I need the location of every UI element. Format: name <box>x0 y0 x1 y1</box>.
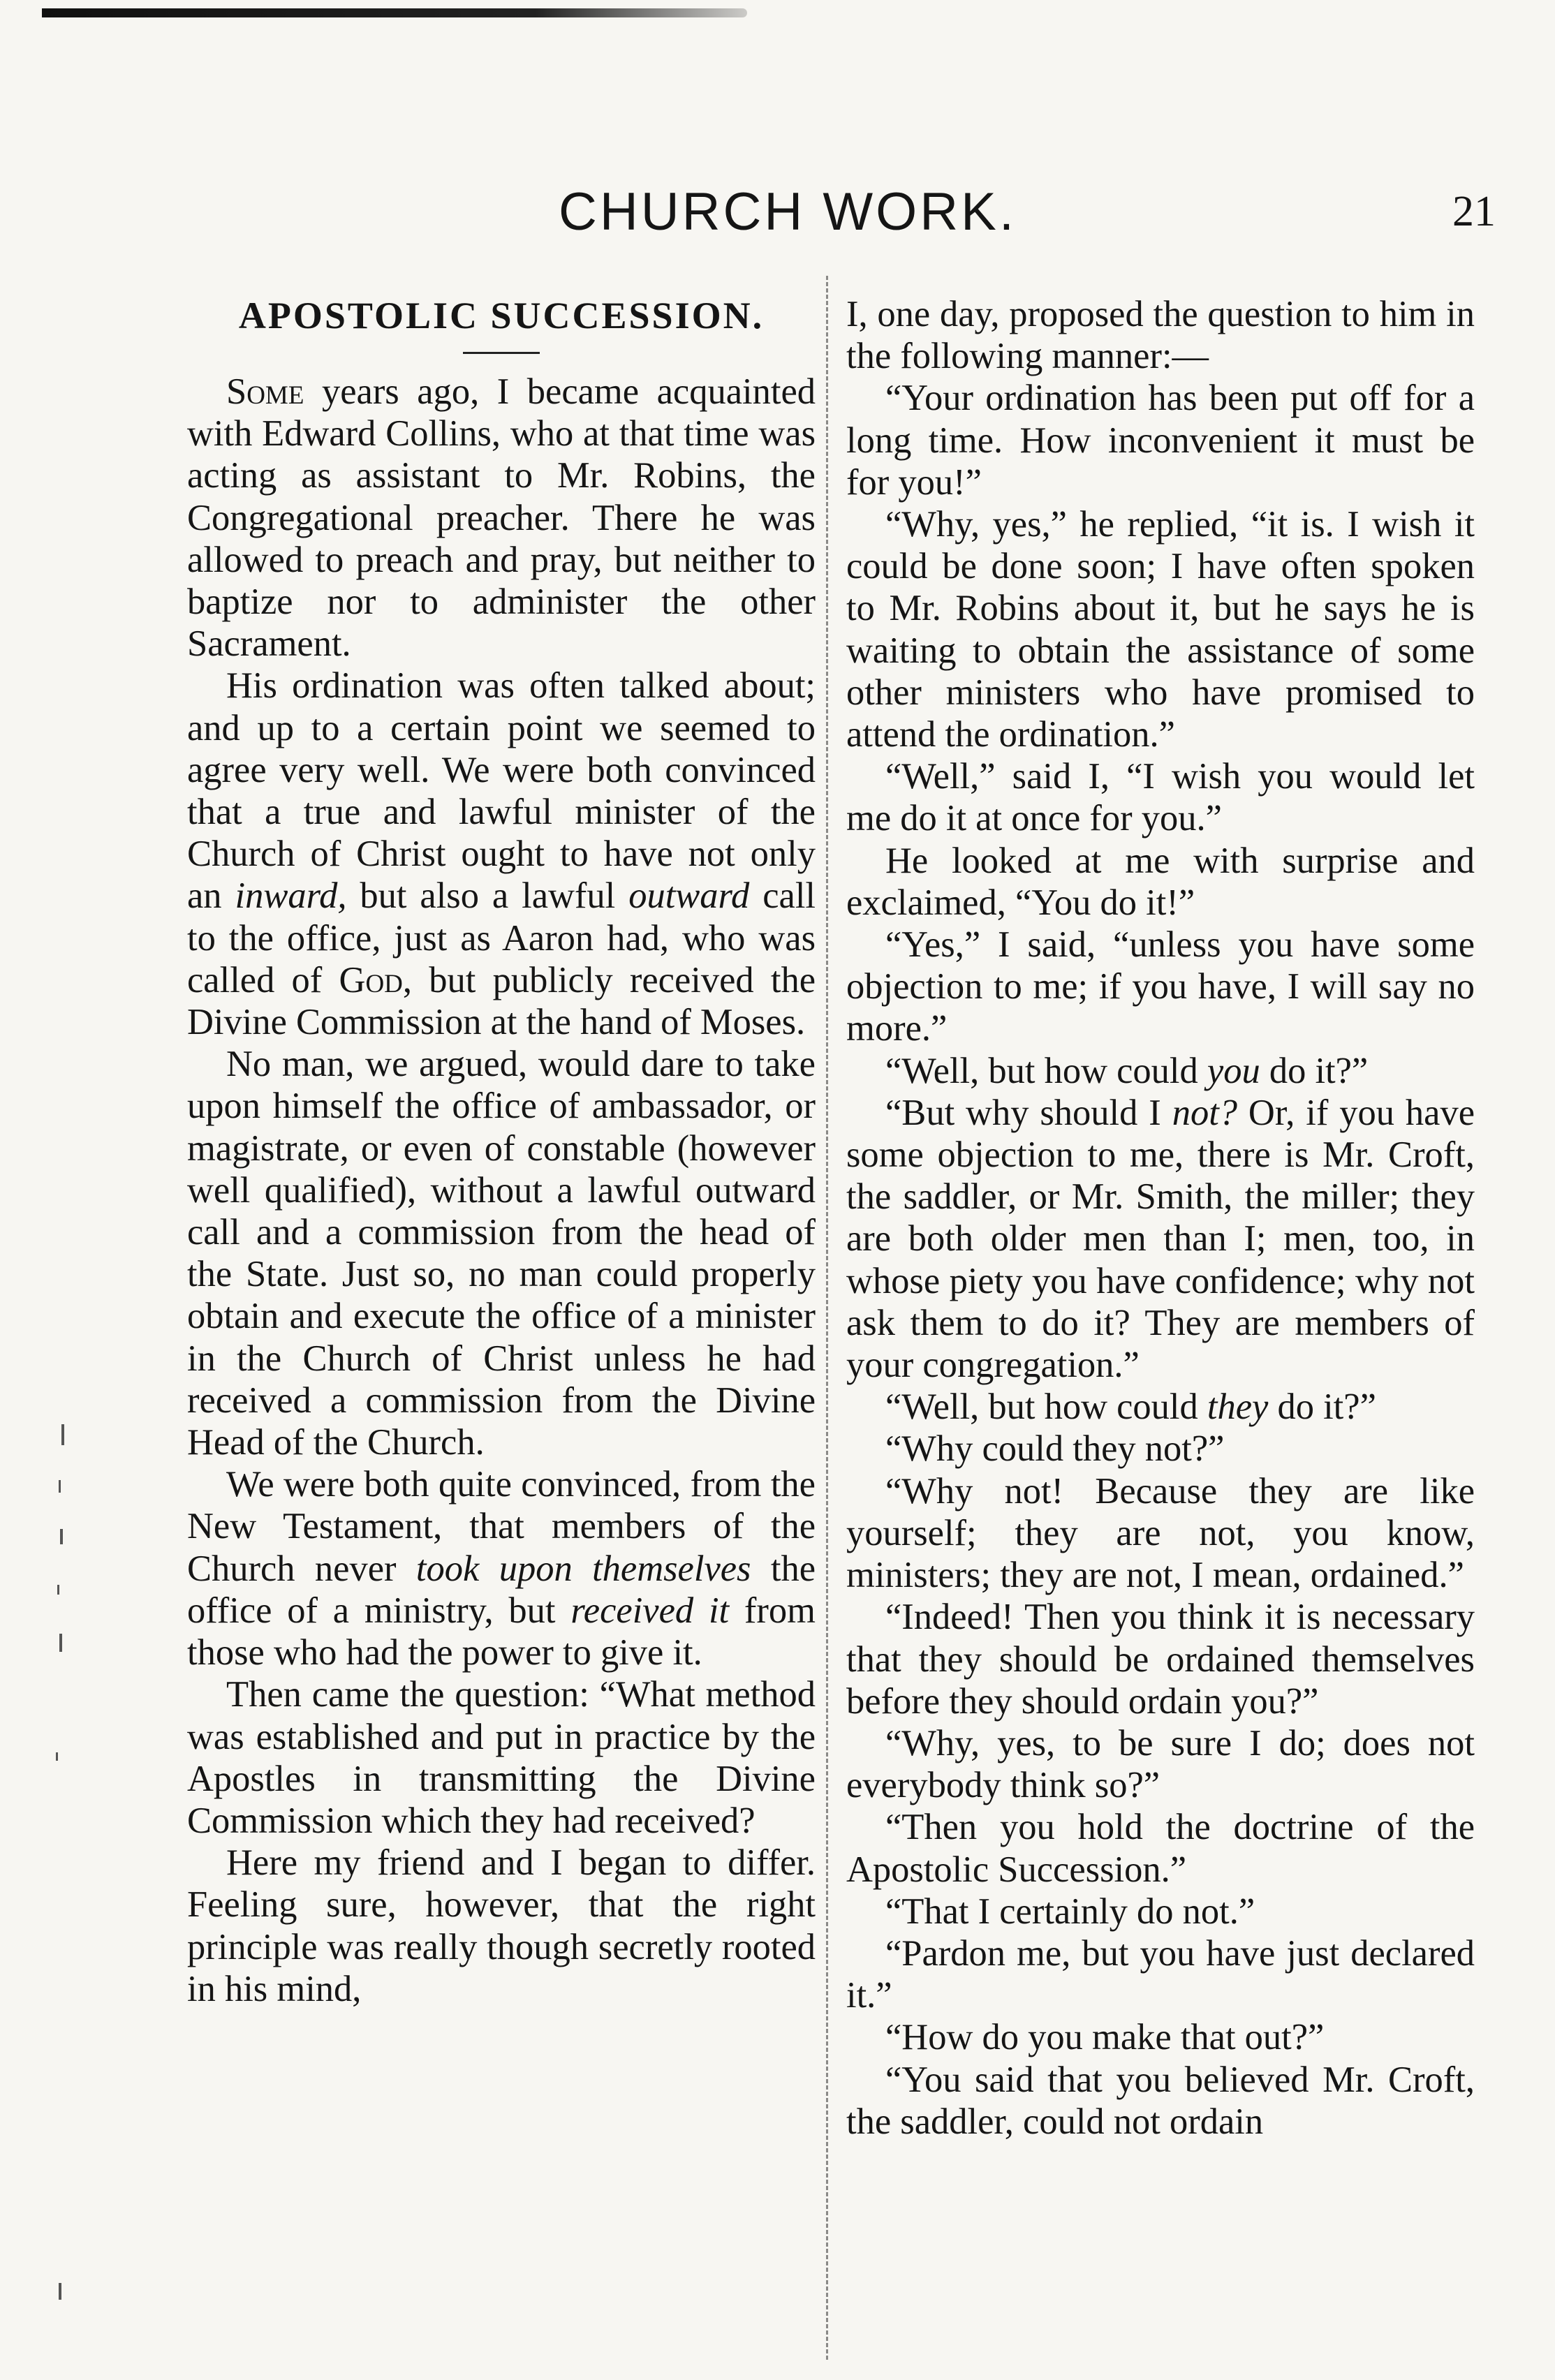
paragraph-text: , but publicly received the Divine Commission at the hand of Moses. <box>187 959 816 1043</box>
right-column <box>846 293 1475 2143</box>
paragraph: He looked at me with surprise and exclaimed, “You do it!” <box>846 840 1475 923</box>
running-title: CHURCH WORK. <box>559 182 1017 242</box>
paragraph-text: His ordination was often talked about; and up to a certain point we seemed to agree very well. We were both convinced that a true and lawful minister of the Church of Christ ought to have not only an <box>187 665 816 917</box>
paragraph-text: We were both quite convinced, from the New Testament, that members of the Church never <box>187 1464 816 1589</box>
paragraph-text: Or, if you have some objection to me, there is Mr. Croft, the saddler, or Mr. Smith, the miller; they are both older men than I; men, too, in whose piety you have confidence; why not ask them to do it? They are members of your congregation.” <box>846 1092 1475 1386</box>
paragraph: “You said that you believed Mr. Croft, the saddler, could not ordain <box>846 2059 1475 2142</box>
paragraph: “Why not! Because they are like yourself; they are not, you know, ministers; they are not, I mean, ordained.” <box>846 1470 1475 1596</box>
paragraph <box>187 371 816 665</box>
emphasis: they <box>1207 1387 1269 1428</box>
paragraph: “Pardon me, but you have just declared it.” <box>846 1932 1475 2016</box>
article-title: APOSTOLIC SUCCESSION. <box>238 295 765 337</box>
page-header <box>0 182 1555 258</box>
paragraph: Here my friend and I began to differ. Feeling sure, however, that the right principle was really though secretly rooted in his mind, <box>187 1842 816 2009</box>
column-divider <box>826 276 828 2360</box>
emphasis: inward, <box>235 875 347 917</box>
left-column <box>187 293 816 2010</box>
paragraph-text: but also a lawful <box>346 875 629 917</box>
paragraph-text: the office of a ministry, but <box>187 1548 816 1631</box>
paragraph-text: from those who had the power to give it. <box>187 1590 816 1673</box>
scan-edge-mark <box>42 8 747 17</box>
title-rule <box>463 352 540 354</box>
paragraph-text: do it?” <box>1268 1387 1376 1428</box>
paragraph: “That I certainly do not.” <box>885 1891 1255 1932</box>
paragraph: I, one day, proposed the question to him in the following manner:— <box>846 294 1475 377</box>
paragraph: Then came the question: “What method was established and put in practice by the Apostles in transmitting the Divine Commission which they had received? <box>187 1674 816 1841</box>
paragraph: No man, we argued, would dare to take upon himself the office of ambassador, or magistrate, or even of constable (however well qualified), without a lawful outward call and a commission from the head of the State. Just so, no man could properly obtain and execute the office of a minister in the Church of Christ unless he had received a commission from the Divine Head of the Church. <box>187 1044 816 1463</box>
paragraph-text: “But why should I <box>885 1092 1172 1133</box>
paragraph-text: do it?” <box>1260 1050 1369 1091</box>
paragraph-text: “Well, but how could <box>885 1050 1207 1091</box>
paragraph-text: years ago, I became acquainted with Edward Collins, who at that time was acting as assistant to Mr. Robins, the Congregational preacher. There he was allowed to preach and pray, but neither to baptize nor to administer the other Sacrament. <box>187 371 816 665</box>
emphasis: outward <box>628 875 750 917</box>
page-number: 21 <box>1452 188 1496 235</box>
emphasis: took upon themselves <box>415 1548 751 1589</box>
paragraph <box>846 1092 1475 1386</box>
paragraph: “Indeed! Then you think it is necessary that they should be ordained themselves before they should ordain you?” <box>846 1597 1475 1722</box>
paragraph: “Why could they not?” <box>885 1428 1225 1470</box>
paragraph: “Why, yes,” he replied, “it is. I wish it could be done soon; I have often spoken to Mr. Robins about it, but he says he is waiting to obtain the assistance of some other ministers who have promised to attend the ordination.” <box>846 504 1475 755</box>
drop-lead-word: Some <box>226 371 304 412</box>
paragraph <box>187 665 816 1043</box>
emphasis: not? <box>1172 1092 1238 1133</box>
paragraph: “Yes,” I said, “unless you have some objection to me; if you have, I will say no more.” <box>846 924 1475 1049</box>
paragraph-text: call to the office, just as Aaron had, who was called of <box>187 875 816 1000</box>
paragraph: “Then you hold the doctrine of the Apostolic Succession.” <box>846 1807 1475 1890</box>
paragraph: “Well,” said I, “I wish you would let me do it at once for you.” <box>846 756 1475 839</box>
paragraph: “Why, yes, to be sure I do; does not everybody think so?” <box>846 1722 1475 1806</box>
emphasis: you <box>1207 1050 1260 1091</box>
paragraph <box>846 1050 1475 1092</box>
paragraph: “How do you make that out?” <box>885 2017 1325 2058</box>
divine-name: God <box>339 959 403 1000</box>
emphasis: received it <box>570 1590 730 1631</box>
paragraph-text: “Well, but how could <box>885 1387 1207 1428</box>
paragraph <box>846 1386 1475 1428</box>
paragraph <box>187 1463 816 1673</box>
paragraph: “Your ordination has been put off for a long time. How inconvenient it must be for you!” <box>846 378 1475 503</box>
